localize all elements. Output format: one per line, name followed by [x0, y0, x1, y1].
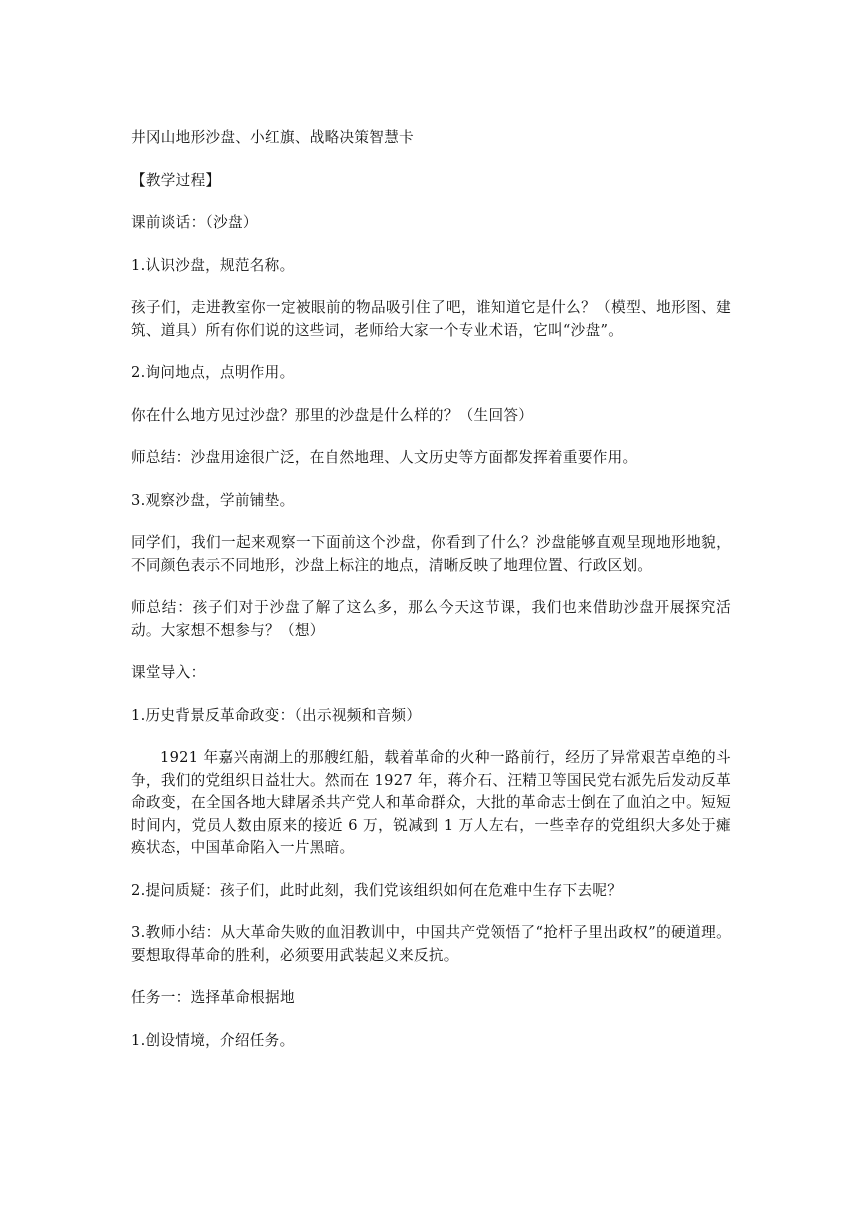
step-heading: 3.观察沙盘，学前铺垫。 — [131, 491, 295, 509]
teacher-summary: 师总结：沙盘用途很广泛，在自然地理、人文历史等方面都发挥着重要作用。 — [131, 449, 638, 466]
step-heading: 1.历史背景反革命政变：（出示视频和音频） — [131, 706, 422, 724]
section-heading-teaching-process: 【教学过程】 — [131, 171, 221, 189]
section-heading-class-intro: 课堂导入： — [131, 664, 206, 681]
step-heading: 1.认识沙盘，规范名称。 — [131, 256, 295, 274]
history-background-paragraph: 1921 年嘉兴南湖上的那艘红船，载着革命的火种一路前行，经历了异常艰苦卓绝的斗争，我们的党组织日益壮大。然而在 1927 年，蒋介石、汪精卫等国民党右派先后发动反革命政变，在全国各地大肆屠杀共产党人和革命群众，大批的革命志士倒在了血泊之中。短短时间内，党员人数由原来的接近 6 万，锐减到 1 万人左右，一些幸存的党组织大多处于瘫痪状态，中国革命陷入一片黑暗。 — [131, 749, 731, 856]
teacher-summary: 3.教师小结：从大革命失败的血泪教训中，中国共产党领悟了“抢杆子里出政权”的硬道理。要想取得革命的胜利，必须要用武装起义来反抗。 — [131, 924, 731, 964]
paragraph: 孩子们，走进教室你一定被眼前的物品吸引住了吧，谁知道它是什么？（模型、地形图、建筑、道具）所有你们说的这些词，老师给大家一个专业术语，它叫“沙盘”。 — [131, 299, 731, 339]
paragraph: 同学们，我们一起来观察一下面前这个沙盘，你看到了什么？沙盘能够直观呈现地形地貌，不同颜色表示不同地形，沙盘上标注的地点，清晰反映了地理位置、行政区划。 — [131, 534, 731, 574]
step-heading: 2.提问质疑：孩子们，此时此刻，我们党该组织如何在危难中生存下去呢？ — [131, 881, 623, 899]
materials-line: 井冈山地形沙盘、小红旗、战略决策智慧卡 — [131, 129, 414, 146]
teacher-summary: 师总结：孩子们对于沙盘了解了这么多，那么今天这节课，我们也来借助沙盘开展探究活动。大家想不想参与？（想） — [131, 599, 731, 639]
paragraph: 你在什么地方见过沙盘？那里的沙盘是什么样的？（生回答） — [131, 406, 534, 424]
section-heading-task-one: 任务一：选择革命根据地 — [131, 989, 295, 1006]
step-heading: 1.创设情境，介绍任务。 — [131, 1031, 295, 1049]
step-heading: 2.询问地点，点明作用。 — [131, 364, 295, 381]
document-body — [131, 127, 731, 1072]
section-heading-pre-class-talk: 课前谈话：（沙盘） — [131, 214, 258, 231]
